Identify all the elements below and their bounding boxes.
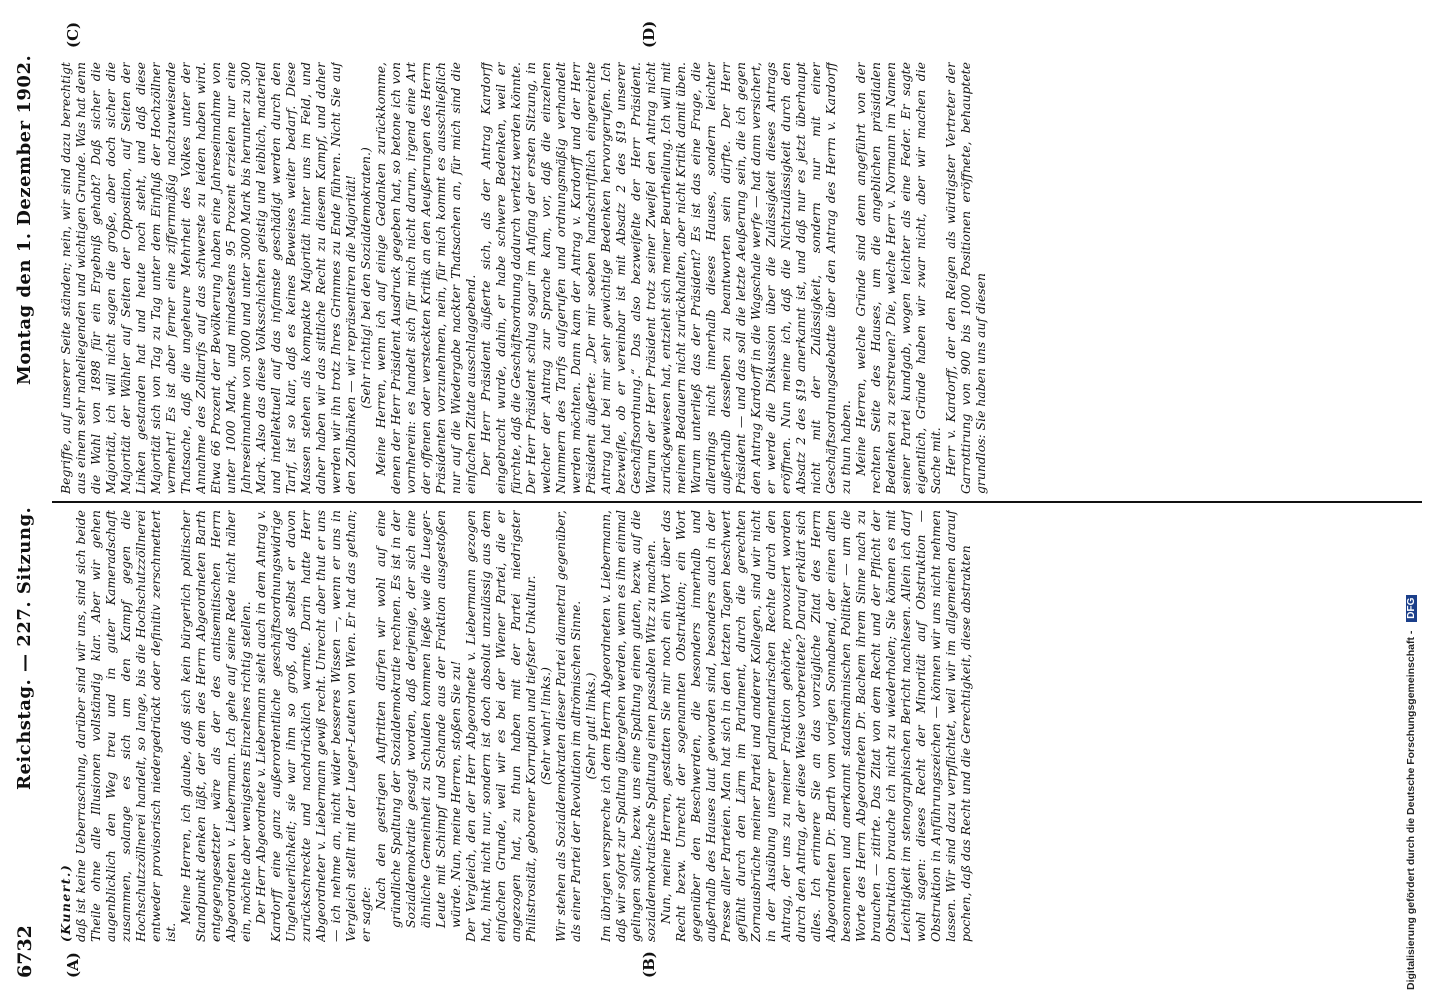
paragraph: Im übrigen verspreche ich dem Herrn Abgeordneten v. Liebermann, daß wir sofort zur Spaltung übergehen werden, wenn es ihm einmal gelingen sollte, bezw. uns eine Spaltung einen guten, bezw. auf die sozialdemokratische Spaltung einen passablen Witz zu machen. (598, 510, 658, 942)
dfg-badge: DFG (1406, 595, 1417, 622)
paragraph: Meine Herren, welche Gründe sind denn angeführt von der rechten Seite des Hauses, um die angeblichen präsidialen Bedenken zu zerstreuen? Die, welche Herr v. Normann im Namen seiner Partei kundgab, wogen leichter als eine Feder. Er sagte eigentlich, Gründe haben wir zwar nicht, aber wir machen die Sache mit. (853, 62, 943, 494)
paragraph: Nun, meine Herren, gestatten Sie mir noch ein Wort über das Recht bezw. Unrecht der sogenannten Obstruktion; ein Wort gegenüber den Beschwerden, die besonders innerhalb und außerhalb des Hauses laut geworden sind, besonders auch in der Presse aller Parteien. Man hat sich in den letzten Tagen beschwert gefühlt durch den Lärm im Parlament, durch die gerechten Zornausbrüche meiner Partei und anderer Kollegen, sind wir nicht in der Ausübung unserer parlamentarischen Rechte durch den Antrag, der uns zu meiner Fraktion gehörte, provoziert worden durch den Antrag, der diese Weise vorbereitete? Darauf erklärt sich alles. Ich erinnere Sie an das vorzügliche Zitat des Herrn Abgeordneten Dr. Barth vom vorigen Sonnabend, der einen alten besonnenen und anerkannt staatsmännischen Politiker — um die Worte des Herrn Abgeordneten Dr. Bachem ihrem Sinne nach zu brauchen — zitirte. Das Zitat von dem Recht und der Pflicht der Obstruktion brauche ich nicht zu wiederholen; Sie können es mit Leichtigkeit im stenographischen Bericht nachlesen. Allein ich darf wohl sagen: dieses Recht der Minorität auf Obstruktion — Obstruktion in Anführungszeichen — können wir uns nicht nehmen lassen. Wir sind dazu verpflichtet, weil wir im allgemeinen darauf pochen, daß das Recht und die Gerechtigkeit, diese abstrakten (658, 510, 973, 942)
speaker-label: (Kunert.) (58, 863, 73, 942)
page-header (6, 0, 46, 1000)
credit-label: Digitalisierung gefördert durch die Deutsche Forschungsgemeinschaft - (1405, 630, 1417, 990)
left-text-column (58, 510, 1418, 942)
margin-marker-b: (B) (640, 951, 658, 978)
margin-marker-c: (C) (64, 21, 82, 48)
paragraph: Begriffe, auf unserer Seite ständen; nein, wir sind dazu berechtigt aus einem sehr naheliegenden und wichtigen Grunde. Was hat denn die Wahl von 1898 für ein Ergebniß gehabt? Daß sicher die Majorität, ich will nicht sagen die große, aber doch sicher die Majorität der Wähler auf Seiten der Opposition, auf Seiten der Linken gestanden hat und heute noch steht, und daß diese Majorität sich von Tag zu Tag unter dem Einfluß der Hochzöllner vermehrt! Es ist aber ferner eine ziffernmäßig nachzuweisende Thatsache, daß die ungeheure Mehrheit des Volkes unter der Annahme des Zolltarifs auf das schwerste zu leiden haben wird. Etwa 66 Prozent der Bevölkerung haben eine Jahreseinnahme von unter 1000 Mark, und mindestens 95 Prozent erzielen nur eine Jahreseinnahme von 3000 und unter 3000 Mark bis herunter zu 300 Mark. Also das diese Volksschichten geistig und leiblich, materiell und intellektuell auf das infamste geschädigt werden durch den Tarif, ist so klar, daß es keines Beweises weiter bedarf. Diese Massen stehen als kompakte Majorität hinter uns im Feld, und daher haben wir das sittliche Recht zu diesem Kampf, und daher werden wir ihn trotz Ihres Grimmes zu Ende führen. Nicht Sie auf den Zollbänken — wir repräsentiren die Majorität! (58, 62, 358, 494)
paragraph: Meine Herren, ich glaube, daß sich kein bürgerlich politischer Standpunkt denken läßt, der dem des Herrn Abgeordneten Barth entgegengesetzter wäre als der des antisemitischen Herrn Abgeordneten v. Liebermann. Ich gehe auf seine Rede nicht näher ein, möchte aber wenigstens Einzelnes richtig stellen. (178, 510, 253, 942)
paragraph: Der Herr Abgeordnete v. Liebermann sieht auch in dem Antrag v. Kardorff eine ganz außerordentliche geschäftsordnungswidrige Ungeheuerlichkeit; sie war ihm so groß, daß selbst er davon zurückschreckte und nachdrücklich warnte. Darin hatte Herr Abgeordneter v. Liebermann gewiß recht. Unrecht aber thut er uns — ich nehme an, nicht wider besseres Wissen —, wenn er uns in Vergleich stellt mit der Lueger-Leuten von Wien. Er hat das gethan; er sagte: (253, 510, 373, 942)
margin-marker-a: (A) (64, 952, 82, 978)
interjection: (Sehr richtig! bei den Sozialdemokraten.) (358, 147, 373, 409)
column-divider (52, 501, 1422, 503)
credit-text (1405, 30, 1417, 990)
running-title: Reichstag. — 227. Sitzung. (14, 506, 35, 790)
paragraph: Meine Herren, wenn ich auf einige Gedanken zurückkomme, denen der Herr Präsident Ausdruck gegeben hat, so betone ich von vornherein: es handelt sich für mich nicht darum, irgend eine Art der offenen oder versteckten Kritik an den Aeußerungen des Herrn Präsidenten vorzunehmen, nein, für mich kommt es ausschließlich nur auf die Wiedergabe nackter Thatsachen an, für mich sind die einfachen Zitate ausschlaggebend. (373, 62, 478, 494)
session-date: Montag den 1. Dezember 1902. (14, 54, 35, 385)
digitization-credit (1405, 30, 1425, 990)
paragraph: Herr v. Kardorff, der den Reigen als würdigster Vertreter der Garrottirung von 900 bis 1000 Positionen eröffnete, behauptete grundlos: Sie haben uns auf diesen (943, 62, 988, 494)
page-number: 6732 (14, 925, 36, 978)
paragraph: Der Herr Präsident äußerte sich, als der Antrag Kardorff eingebracht wurde, dahin, er habe schwere Bedenken, weil er fürchte, daß die Geschäftsordnung dadurch verletzt werden könnte. Der Herr Präsident schlug sogar im Anfang der ersten Sitzung, in welcher der Antrag zur Sprache kam, vor, daß die einzelnen Nummern des Tarifs aufgerufen und ordnungsmäßig verhandelt werden möchten. Dann kam der Antrag v. Kardorff und der Herr Präsident äußerte: „Der mir soeben handschriftlich eingereichte Antrag hat bei mir sehr gewichtige Bedenken hervorgerufen. Ich bezweifle, ob er vereinbar ist mit Absatz 2 des §19 unserer Geschäftsordnung.“ Das also bezweifelte der Herr Präsident. Warum der Herr Präsident trotz seiner Zweifel den Antrag nicht zurückgewiesen hat, entzieht sich meiner Beurtheilung. Ich will mit meinem Bedauern nicht zurückhalten, aber nicht Kritik damit üben. Warum unterließ das der Präsident? Es ist das eine Frage, die allerdings nicht innerhalb dieses Hauses, sondern leichter außerhalb desselben zu beantworten sein dürfte. Der Herr Präsident — und das soll die letzte Aeußerung sein, die ich gegen den Antrag Kardorff in die Wagschale werfe — hat dann versichert, er werde die Diskussion über die Zulässigkeit dieses Antrags eröffnen. Nun meine ich, daß die Nichtzulässigkeit durch den Absatz 2 des §19 anerkannt ist, und daß nur es jetzt überhaupt nicht mit der Zulässigkeit, sondern nur mit einer Geschäftsordnungsdebatte über den Antrag des Herrn v. Kardorff zu thun haben. (478, 62, 853, 494)
right-text-column (58, 62, 1418, 494)
interjection: (Sehr wahr! links.) (538, 667, 553, 785)
paragraph: Wir stehen als Sozialdemokraten dieser Partei diametral gegenüber, als einer Partei der Revolution im altrömischen Sinne. (553, 510, 583, 942)
quoted-paragraph: Nach den gestrigen Auftritten dürfen wir wohl auf eine gründliche Spaltung der Sozialdemokratie rechnen. Es ist in der Sozialdemokratie gesagt worden, daß derjenige, der sich eine ähnliche Gemeinheit zu Schulden kommen ließe wie die Lueger-Leute mit Schimpf und Schande aus der Fraktion ausgestoßen würde. Nun, meine Herren, stoßen Sie zu! (373, 510, 463, 928)
interjection: (Sehr gut! links.) (583, 672, 598, 780)
margin-marker-d: (D) (640, 20, 658, 48)
paragraph: daß ist keine Ueberraschung, darüber sind wir uns, sind sich beide Theile ohne alle Illusionen vollständig klar. Aber wir gehen augenblicklich den Weg treu und in guter Kameradschaft zusammen, solange es sich um den Kampf gegen die Hochschutzzöllnerei handelt, so lange, bis die Hochschutzzöllnerei entweder provisorisch niedergedrückt oder definitiv zerschmettert ist. (73, 510, 178, 942)
paragraph: Der Vergleich, den der Herr Abgeordnete v. Liebermann gezogen hat, hinkt nicht nur, sondern ist doch absolut unzulässig aus dem einfachen Grunde, weil wir es bei der Wiener Partei, die er angezogen hat, zu thun haben mit der Partei niedrigster Philistrosität, geborener Korruption und tiefster Unkultur. (463, 510, 538, 942)
